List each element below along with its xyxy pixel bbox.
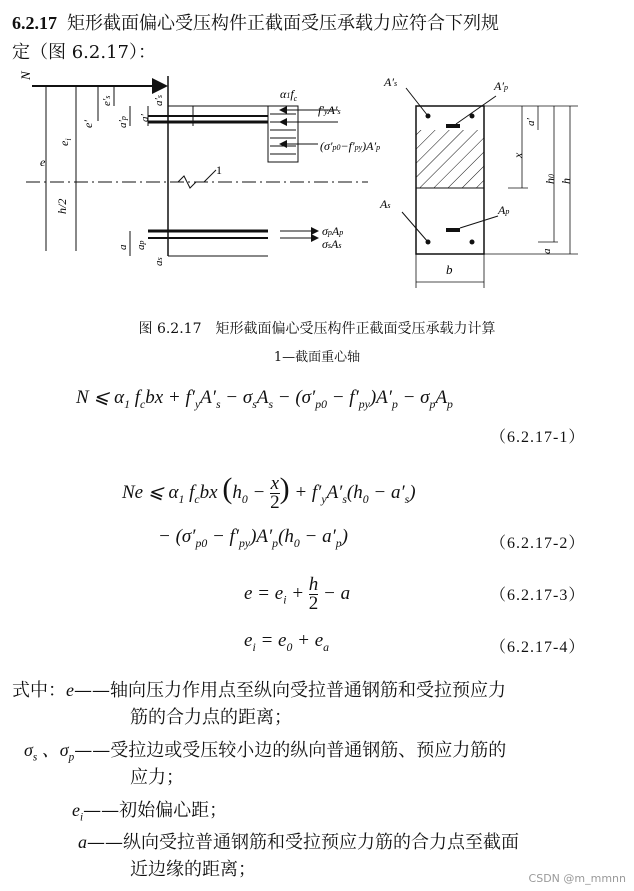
label-a-prime-r: a′: [525, 118, 537, 126]
cross-section: [379, 75, 578, 288]
figure-note: 1—截面重心轴: [273, 350, 361, 365]
equation-3: $e = e_i$ + $\frac{h}{2}$ − a: [244, 574, 351, 614]
figure-diagram: [18, 66, 618, 306]
def-sigma-line1: 受拉边或受压较小边的纵向普通钢筋、预应力筋的: [110, 740, 507, 761]
definition-sigma: $\sigma_s$ 、$\sigma_p——$受拉边或受压较小边的纵向普通钢筋、预应力筋的: [24, 740, 507, 764]
label-As: As: [380, 197, 391, 211]
def-symbol-a: a: [78, 832, 87, 852]
definition-ei: $e_i——$初始偏心距；: [72, 800, 228, 824]
label-es-prime: e′s: [101, 95, 113, 106]
label-as-prime-left: a′: [139, 114, 151, 122]
elevation-view: [18, 70, 380, 266]
label-sigmasAs: σsAs: [322, 237, 342, 251]
label-a-r: a: [541, 248, 553, 254]
label-Ap-prime: A′p: [494, 79, 508, 93]
def-symbol-sigma: $\sigma_s$ 、$\sigma_p$: [24, 740, 75, 764]
label-h: h: [559, 178, 573, 184]
label-as-prime-top: a′s: [153, 94, 165, 106]
def-e-line1: 轴向压力作用点至纵向受拉普通钢筋和受拉预应力: [110, 680, 506, 701]
equation-1: N ⩽ $\alpha_1$ $f_cbx + f'_yA'_s - \sigma_sA_s - (\sigma'_{p0} - f'_{py})A'_p - \sigma_pA_p$: [76, 387, 453, 411]
label-sigmapAp: σpAp: [322, 224, 344, 238]
label-h0: h0: [543, 174, 557, 184]
definitions-intro: 式中：: [12, 680, 66, 701]
label-ap-left: ap: [135, 240, 147, 250]
section-title-line1: 矩形截面偏心受压构件正截面受压承载力应符合下列规: [67, 13, 499, 34]
def-symbol-e: e: [66, 680, 74, 700]
label-As-prime: A′s: [384, 75, 398, 89]
figure-caption: 图 6.2.17 矩形截面偏心受压构件正截面受压承载力计算: [138, 321, 496, 337]
section-heading: [12, 8, 499, 39]
definition-e: 式中：e——轴向压力作用点至纵向受拉普通钢筋和受拉预应力: [12, 680, 506, 701]
def-ei-line1: 初始偏心距；: [119, 800, 228, 821]
def-e-line2: 筋的合力点的距离；: [130, 707, 292, 728]
equation-number-4: （6.2.17-4）: [490, 639, 586, 656]
label-ap-prime: a′p: [117, 116, 129, 128]
equation-number-1: （6.2.17-1）: [490, 429, 586, 446]
label-e-prime: e′: [81, 120, 95, 128]
label-ei: $e_i$: [57, 138, 73, 146]
label-alpha-fc: $\alpha 1f_c$: [280, 87, 298, 103]
watermark: CSDN @m_mmnn: [528, 872, 626, 885]
equation-number-2: （6.2.17-2）: [490, 535, 586, 552]
def-sigma-line2: 应力；: [130, 767, 184, 788]
label-axis-1: 1: [216, 163, 222, 177]
equation-2b: − $(\sigma'_{p0} - f'_{py})A'_p(h_0 - a'_p)$: [158, 526, 348, 550]
label-a-left: a: [117, 244, 129, 250]
def-a-line1: 纵向受拉普通钢筋和受拉预应力筋的合力点至截面: [123, 832, 519, 853]
def-symbol-ei: $e_i$: [72, 800, 84, 824]
equation-4: $e_i = e_0 + e_a$: [244, 630, 330, 654]
label-sigma-p0: (σ′p0−f′py)A′p: [320, 139, 381, 153]
label-N: N: [18, 71, 33, 80]
section-title-line2: 定（图 6.2.17）：: [12, 42, 156, 63]
label-b: b: [446, 262, 453, 277]
label-Ap: Ap: [498, 203, 510, 217]
label-as-left: as: [153, 257, 165, 266]
definition-a: a——纵向受拉普通钢筋和受拉预应力筋的合力点至截面: [78, 832, 519, 853]
equation-2a: Ne ⩽ $\alpha_1$ $f_cbx$ ($h_0$ − $\frac{x}{2}$ ) + $f'_yA'_s(h_0 - a'_s)$: [122, 472, 416, 514]
label-h2: h/2: [55, 198, 69, 214]
label-fyAs: f′yA′s: [318, 103, 341, 117]
label-e: e: [40, 155, 46, 169]
section-number: 6.2.17: [12, 13, 57, 33]
label-x: x: [511, 152, 525, 158]
equation-number-3: （6.2.17-3）: [490, 587, 586, 604]
def-a-line2: 近边缘的距离；: [130, 859, 256, 880]
